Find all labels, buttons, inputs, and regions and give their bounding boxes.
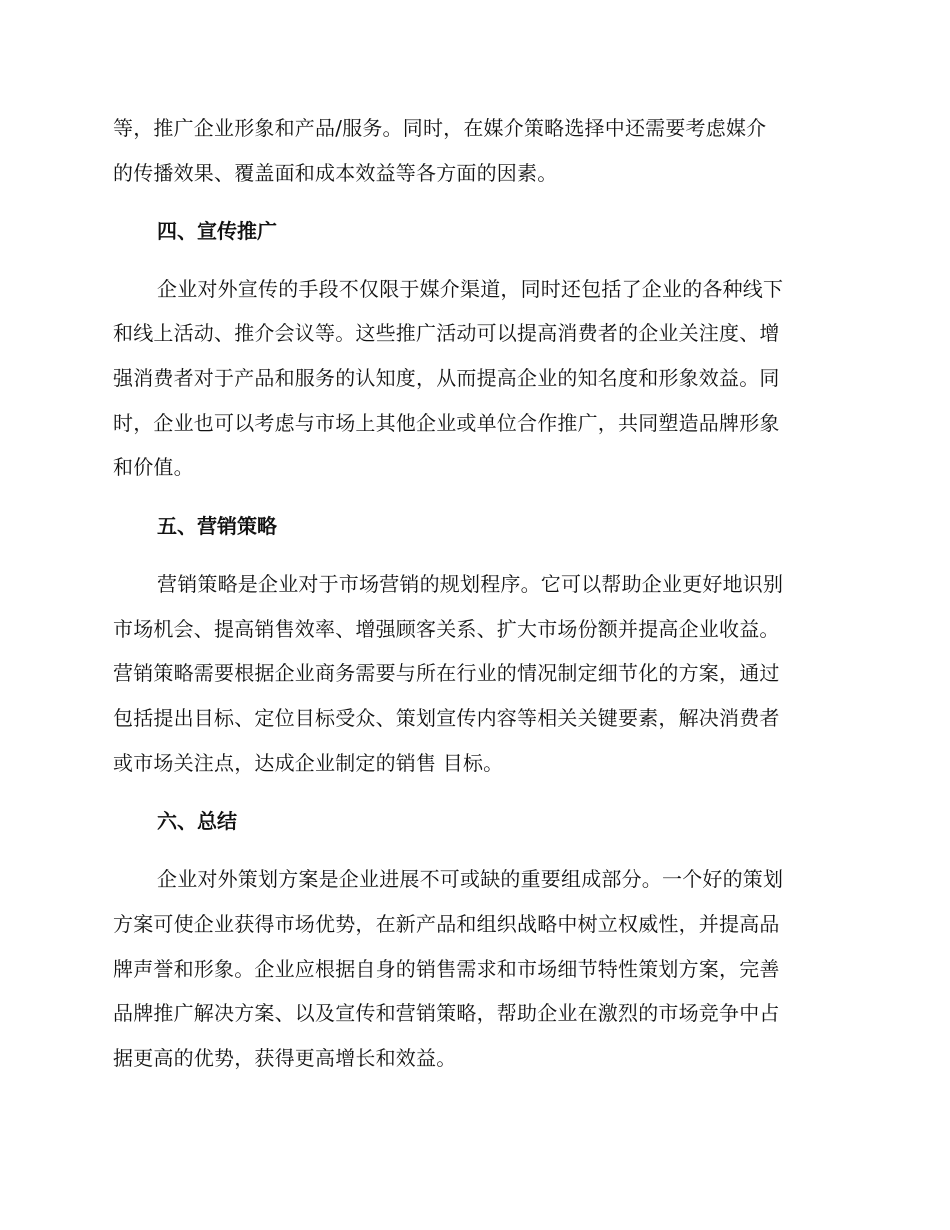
paragraph-line: 企业对外策划方案是企业进展不可或缺的重要组成部分。一个好的策划 (157, 867, 784, 891)
paragraph-line: 包括提出目标、定位目标受众、策划宣传内容等相关关键要素，解决消费者 (113, 706, 780, 730)
paragraph-line: 营销策略是企业对于市场营销的规划程序。它可以帮助企业更好地识别 (157, 572, 784, 596)
paragraph-line: 强消费者对于产品和服务的认知度，从而提高企业的知名度和形象效益。同 (113, 366, 780, 390)
paragraph-line: 市场机会、提高销售效率、增强顾客关系、扩大市场份额并提高企业收益。 (113, 617, 780, 641)
paragraph-line: 和价值。 (113, 455, 194, 479)
paragraph-line: 和线上活动、推介会议等。这些推广活动可以提高消费者的企业关注度、增 (113, 321, 780, 345)
paragraph-line: 品牌推广解决方案、以及宣传和营销策略，帮助企业在激烈的市场竞争中占 (113, 1001, 780, 1025)
section-heading-marketing-strategy: 五、营销策略 (157, 514, 277, 538)
paragraph-line: 等，推广企业形象和产品/服务。同时，在媒介策略选择中还需要考虑媒介 (113, 116, 767, 140)
paragraph-line: 方案可使企业获得市场优势，在新产品和组织战略中树立权威性，并提高品 (113, 912, 780, 936)
paragraph-line: 营销策略需要根据企业商务需要与所在行业的情况制定细节化的方案，通过 (113, 661, 780, 685)
section-heading-publicity: 四、宣传推广 (157, 219, 277, 243)
paragraph-line: 时，企业也可以考虑与市场上其他企业或单位合作推广，共同塑造品牌形象 (113, 411, 780, 435)
paragraph-line: 据更高的优势，获得更高增长和效益。 (113, 1046, 457, 1070)
section-heading-summary: 六、总结 (157, 809, 237, 833)
paragraph-line: 或市场关注点，达成企业制定的销售 目标。 (113, 751, 504, 775)
paragraph-line: 企业对外宣传的手段不仅限于媒介渠道，同时还包括了企业的各种线下 (157, 277, 784, 301)
paragraph-line: 的传播效果、覆盖面和成本效益等各方面的因素。 (113, 161, 558, 185)
paragraph-line: 牌声誉和形象。企业应根据自身的销售需求和市场细节特性策划方案，完善 (113, 957, 780, 981)
